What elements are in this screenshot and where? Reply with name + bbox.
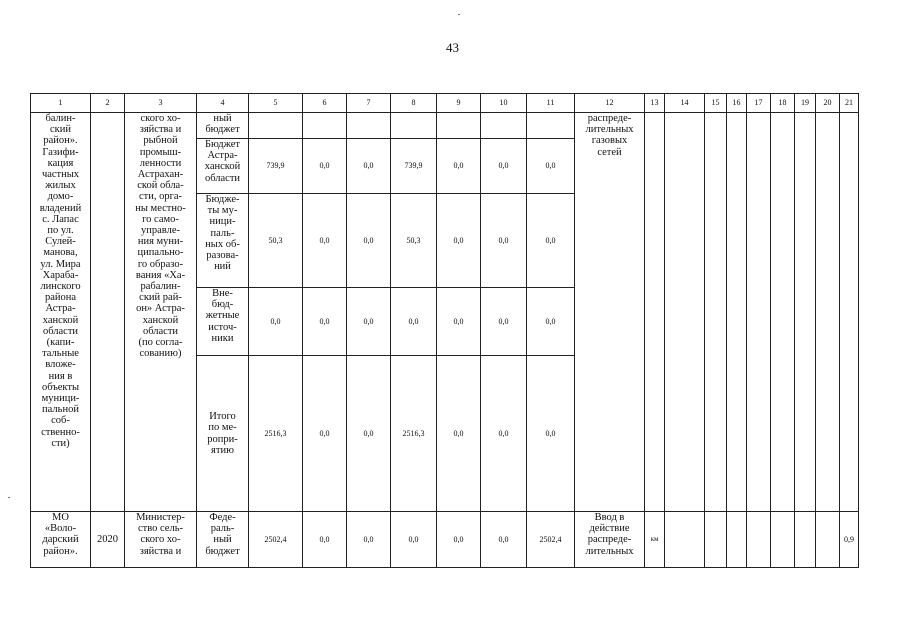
empty-cell bbox=[705, 512, 727, 568]
value-cell: 0,0 bbox=[303, 512, 347, 568]
measure-name-cell: балин- ский район». Газифи- кация частных жилых домо- владений с. Лапас по ул. Сулей- манова, ул. Мира Хараба- линского района Астра- ханской области (капи- тальные вложе- ния в объекты муници- пальной соб- ственно- сти) bbox=[31, 113, 91, 512]
empty-cell bbox=[771, 512, 795, 568]
empty-cell bbox=[645, 113, 665, 512]
value-cell: 0,0 bbox=[527, 194, 575, 288]
indicator-cell: Ввод в действие распреде- лительных bbox=[575, 512, 645, 568]
value-cell: 0,0 bbox=[303, 139, 347, 194]
value-cell: 50,3 bbox=[391, 194, 437, 288]
value-cell: 0,0 bbox=[347, 288, 391, 356]
value-cell: 2502,4 bbox=[527, 512, 575, 568]
value-cell: 0,0 bbox=[437, 288, 481, 356]
column-header: 18 bbox=[771, 94, 795, 113]
column-header: 5 bbox=[249, 94, 303, 113]
value-cell bbox=[347, 113, 391, 139]
column-header: 11 bbox=[527, 94, 575, 113]
scan-speck bbox=[458, 14, 460, 15]
measure-name-cell: МО «Воло- дарский район». bbox=[31, 512, 91, 568]
value-cell: 2516,3 bbox=[249, 356, 303, 512]
value-cell: 0,0 bbox=[347, 139, 391, 194]
table-row bbox=[31, 113, 859, 139]
page-number: 43 bbox=[446, 40, 459, 55]
value-cell: 0,0 bbox=[481, 512, 527, 568]
column-header: 19 bbox=[795, 94, 816, 113]
funding-source-cell: Вне- бюд- жетные источ- ники bbox=[197, 288, 249, 356]
year-cell: 2020 bbox=[91, 512, 125, 568]
empty-cell bbox=[816, 113, 840, 512]
value-cell: 0,0 bbox=[527, 288, 575, 356]
empty-cell bbox=[771, 113, 795, 512]
column-header: 20 bbox=[816, 94, 840, 113]
value-cell: 0,0 bbox=[437, 512, 481, 568]
column-header: 7 bbox=[347, 94, 391, 113]
unit-cell: км bbox=[645, 512, 665, 568]
column-header: 10 bbox=[481, 94, 527, 113]
empty-cell bbox=[816, 512, 840, 568]
empty-cell bbox=[795, 512, 816, 568]
column-header: 9 bbox=[437, 94, 481, 113]
value-cell: 0,0 bbox=[481, 194, 527, 288]
table-row bbox=[31, 512, 859, 568]
executor-cell: ского хо- зяйства и рыбной промыш- ленности Астрахан- ской обла- сти, орга- ны местно- го само- управле- ния муни- ципально- го образо- вания «Ха- рабалин- ский рай- он» Астра- ханской области (по согла- сованию) bbox=[125, 113, 197, 512]
indicator-cell: распреде- лительных газовых сетей bbox=[575, 113, 645, 512]
value-cell: 0,0 bbox=[391, 288, 437, 356]
value-cell bbox=[527, 113, 575, 139]
column-header: 12 bbox=[575, 94, 645, 113]
value-cell bbox=[481, 113, 527, 139]
empty-cell bbox=[705, 113, 727, 512]
value-cell bbox=[391, 113, 437, 139]
column-header: 15 bbox=[705, 94, 727, 113]
scan-speck bbox=[8, 497, 10, 498]
value-cell: 739,9 bbox=[249, 139, 303, 194]
value-cell: 50,3 bbox=[249, 194, 303, 288]
column-header: 21 bbox=[840, 94, 859, 113]
value-cell: 0,0 bbox=[303, 194, 347, 288]
column-header: 6 bbox=[303, 94, 347, 113]
funding-source-cell: Бюдже- ты му- ници- паль- ных об- разова- ний bbox=[197, 194, 249, 288]
column-header: 1 bbox=[31, 94, 91, 113]
empty-cell bbox=[747, 512, 771, 568]
empty-cell bbox=[727, 113, 747, 512]
value-cell bbox=[249, 113, 303, 139]
value-cell: 0,0 bbox=[481, 288, 527, 356]
value-cell: 0,0 bbox=[437, 356, 481, 512]
value-cell: 0,0 bbox=[437, 139, 481, 194]
column-header: 17 bbox=[747, 94, 771, 113]
program-table bbox=[30, 93, 859, 568]
value-cell: 0,0 bbox=[481, 356, 527, 512]
column-header: 4 bbox=[197, 94, 249, 113]
empty-cell bbox=[727, 512, 747, 568]
funding-source-cell: Итого по ме- ропри- ятию bbox=[197, 356, 249, 512]
value-cell: 0,0 bbox=[347, 356, 391, 512]
value-cell: 2516,3 bbox=[391, 356, 437, 512]
column-header: 8 bbox=[391, 94, 437, 113]
value-cell bbox=[303, 113, 347, 139]
value-cell: 0,0 bbox=[249, 288, 303, 356]
funding-source-cell: Феде- раль- ный бюджет bbox=[197, 512, 249, 568]
empty-cell bbox=[795, 113, 816, 512]
value-cell: 2502,4 bbox=[249, 512, 303, 568]
value-cell: 0,0 bbox=[347, 512, 391, 568]
empty-cell bbox=[665, 113, 705, 512]
value-cell: 0,0 bbox=[481, 139, 527, 194]
empty-cell bbox=[747, 113, 771, 512]
funding-source-cell: ный бюджет bbox=[197, 113, 249, 139]
column-header: 3 bbox=[125, 94, 197, 113]
value-cell: 739,9 bbox=[391, 139, 437, 194]
value-cell: 0,0 bbox=[303, 356, 347, 512]
value-cell: 0,0 bbox=[347, 194, 391, 288]
column-header: 13 bbox=[645, 94, 665, 113]
year-cell bbox=[91, 113, 125, 512]
value-cell: 0,0 bbox=[527, 139, 575, 194]
value-cell: 0,0 bbox=[303, 288, 347, 356]
header-row bbox=[31, 94, 859, 113]
value-cell: 0,0 bbox=[527, 356, 575, 512]
empty-cell bbox=[665, 512, 705, 568]
column-header: 16 bbox=[727, 94, 747, 113]
value-cell bbox=[437, 113, 481, 139]
column-header: 2 bbox=[91, 94, 125, 113]
value-cell: 0,0 bbox=[437, 194, 481, 288]
column-header: 14 bbox=[665, 94, 705, 113]
value-cell: 0,0 bbox=[391, 512, 437, 568]
value-cell: 0,9 bbox=[840, 512, 859, 568]
funding-source-cell: Бюджет Астра- ханской области bbox=[197, 139, 249, 194]
empty-cell bbox=[840, 113, 859, 512]
executor-cell: Министер- ство сель- ского хо- зяйства и bbox=[125, 512, 197, 568]
